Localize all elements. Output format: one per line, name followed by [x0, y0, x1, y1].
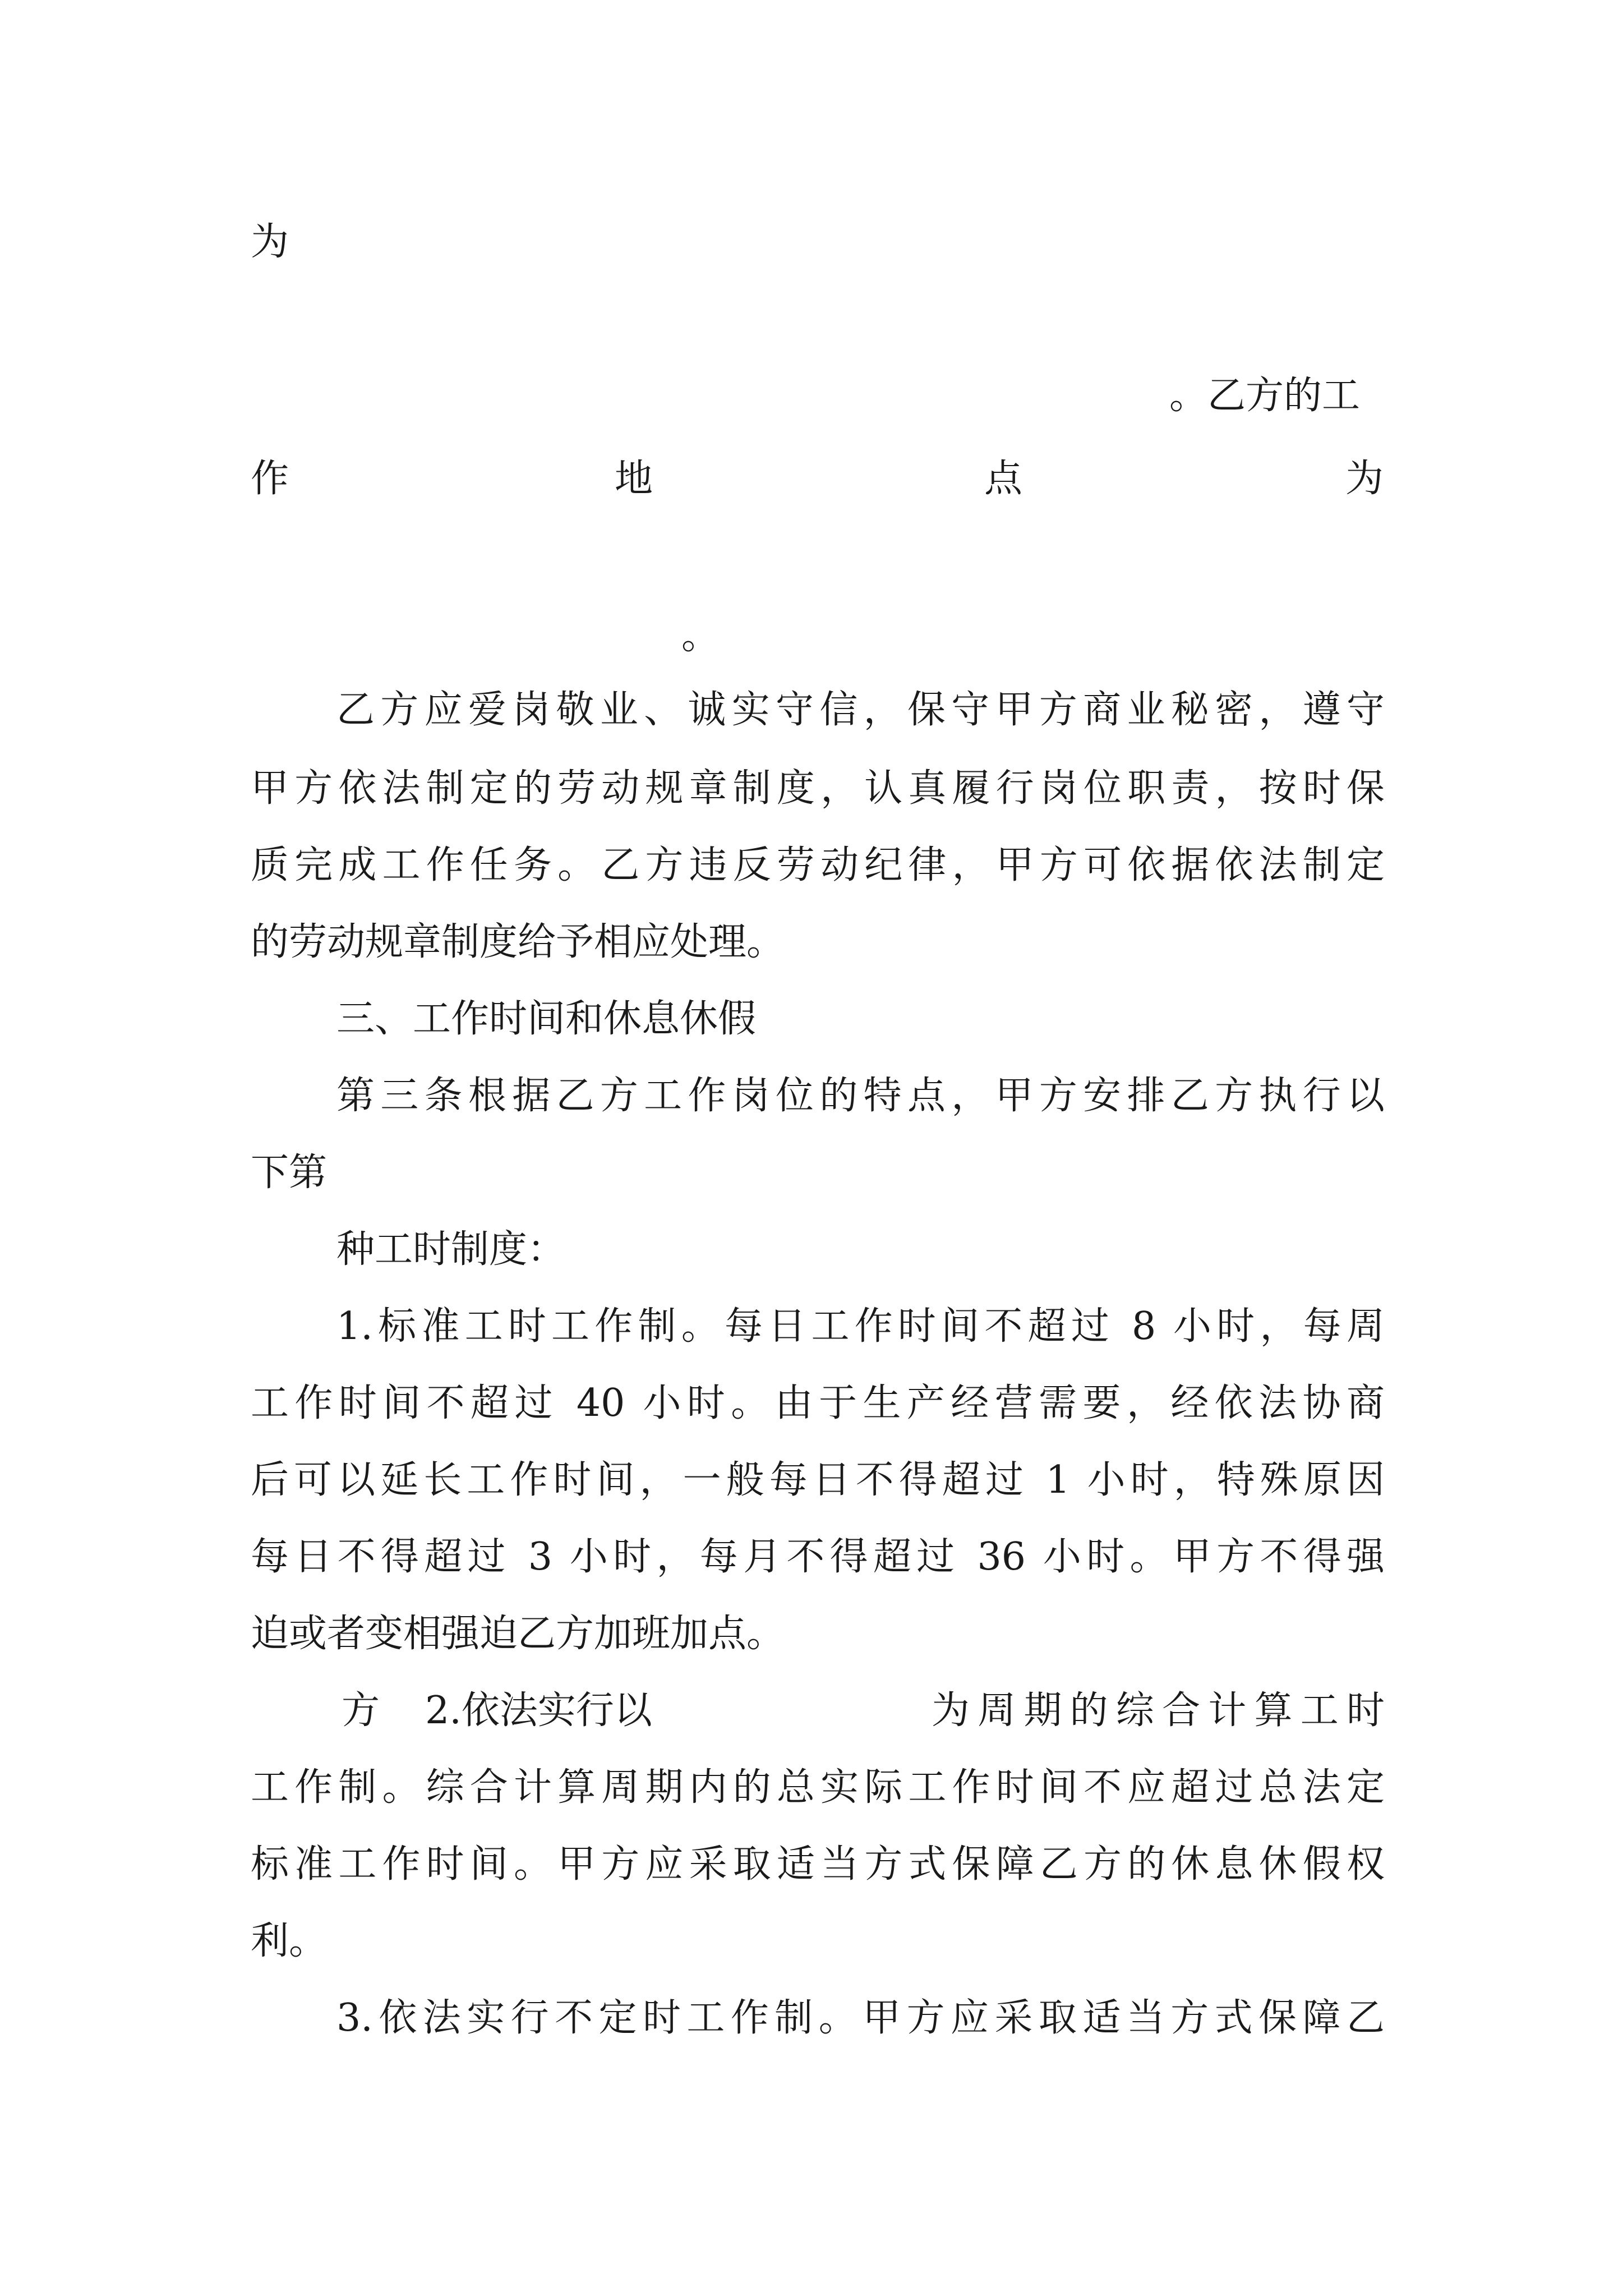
- text-line: 地: [615, 457, 653, 501]
- text-line: 。乙方的工: [1169, 374, 1361, 418]
- text-line: 为: [251, 220, 289, 264]
- paragraph-line: 为周期的综合计算工时: [932, 1688, 1385, 1733]
- section-heading: 三、工作时间和休息休假: [336, 997, 757, 1041]
- paragraph-line: 质完成工作任务。乙方违反劳动纪律，甲方可依据依法制定: [251, 843, 1385, 887]
- paragraph-line: 的劳动规章制度给予相应处理。: [251, 920, 785, 964]
- text-line: 方: [342, 1688, 380, 1733]
- paragraph-line: 工作制。综合计算周期内的总实际工作时间不应超过总法定: [251, 1765, 1385, 1810]
- paragraph-line: 每日不得超过 3 小时，每月不得超过 36 小时。甲方不得强: [251, 1535, 1385, 1579]
- text-line: 。: [681, 614, 720, 658]
- paragraph-line: 迫或者变相强迫乙方加班加点。: [251, 1612, 785, 1656]
- paragraph-line: 利。: [251, 1919, 328, 1963]
- paragraph-line: 工作时间不超过 40 小时。由于生产经营需要，经依法协商: [251, 1381, 1385, 1425]
- paragraph-line: 1.标准工时工作制。每日工作时间不超过 8 小时，每周: [336, 1304, 1385, 1349]
- paragraph-line: 甲方依法制定的劳动规章制度，认真履行岗位职责，按时保: [251, 766, 1385, 811]
- text-line: 为: [1345, 457, 1384, 501]
- paragraph-line: 标准工作时间。甲方应采取适当方式保障乙方的休息休假权: [251, 1842, 1385, 1887]
- paragraph-line: 3.依法实行不定时工作制。甲方应采取适当方式保障乙: [336, 1996, 1385, 2040]
- paragraph-line: 第三条根据乙方工作岗位的特点，甲方安排乙方执行以: [336, 1074, 1385, 1118]
- paragraph-line: 2.依法实行以: [425, 1688, 652, 1733]
- paragraph-line: 种工时制度：: [336, 1227, 566, 1272]
- text-line: 点: [984, 457, 1023, 501]
- text-line: 作: [251, 457, 289, 501]
- paragraph-line: 下第: [251, 1151, 328, 1195]
- paragraph-line: 后可以延长工作时间，一般每日不得超过 1 小时，特殊原因: [251, 1458, 1385, 1502]
- paragraph-line: 乙方应爱岗敬业、诚实守信，保守甲方商业秘密，遵守: [336, 688, 1385, 732]
